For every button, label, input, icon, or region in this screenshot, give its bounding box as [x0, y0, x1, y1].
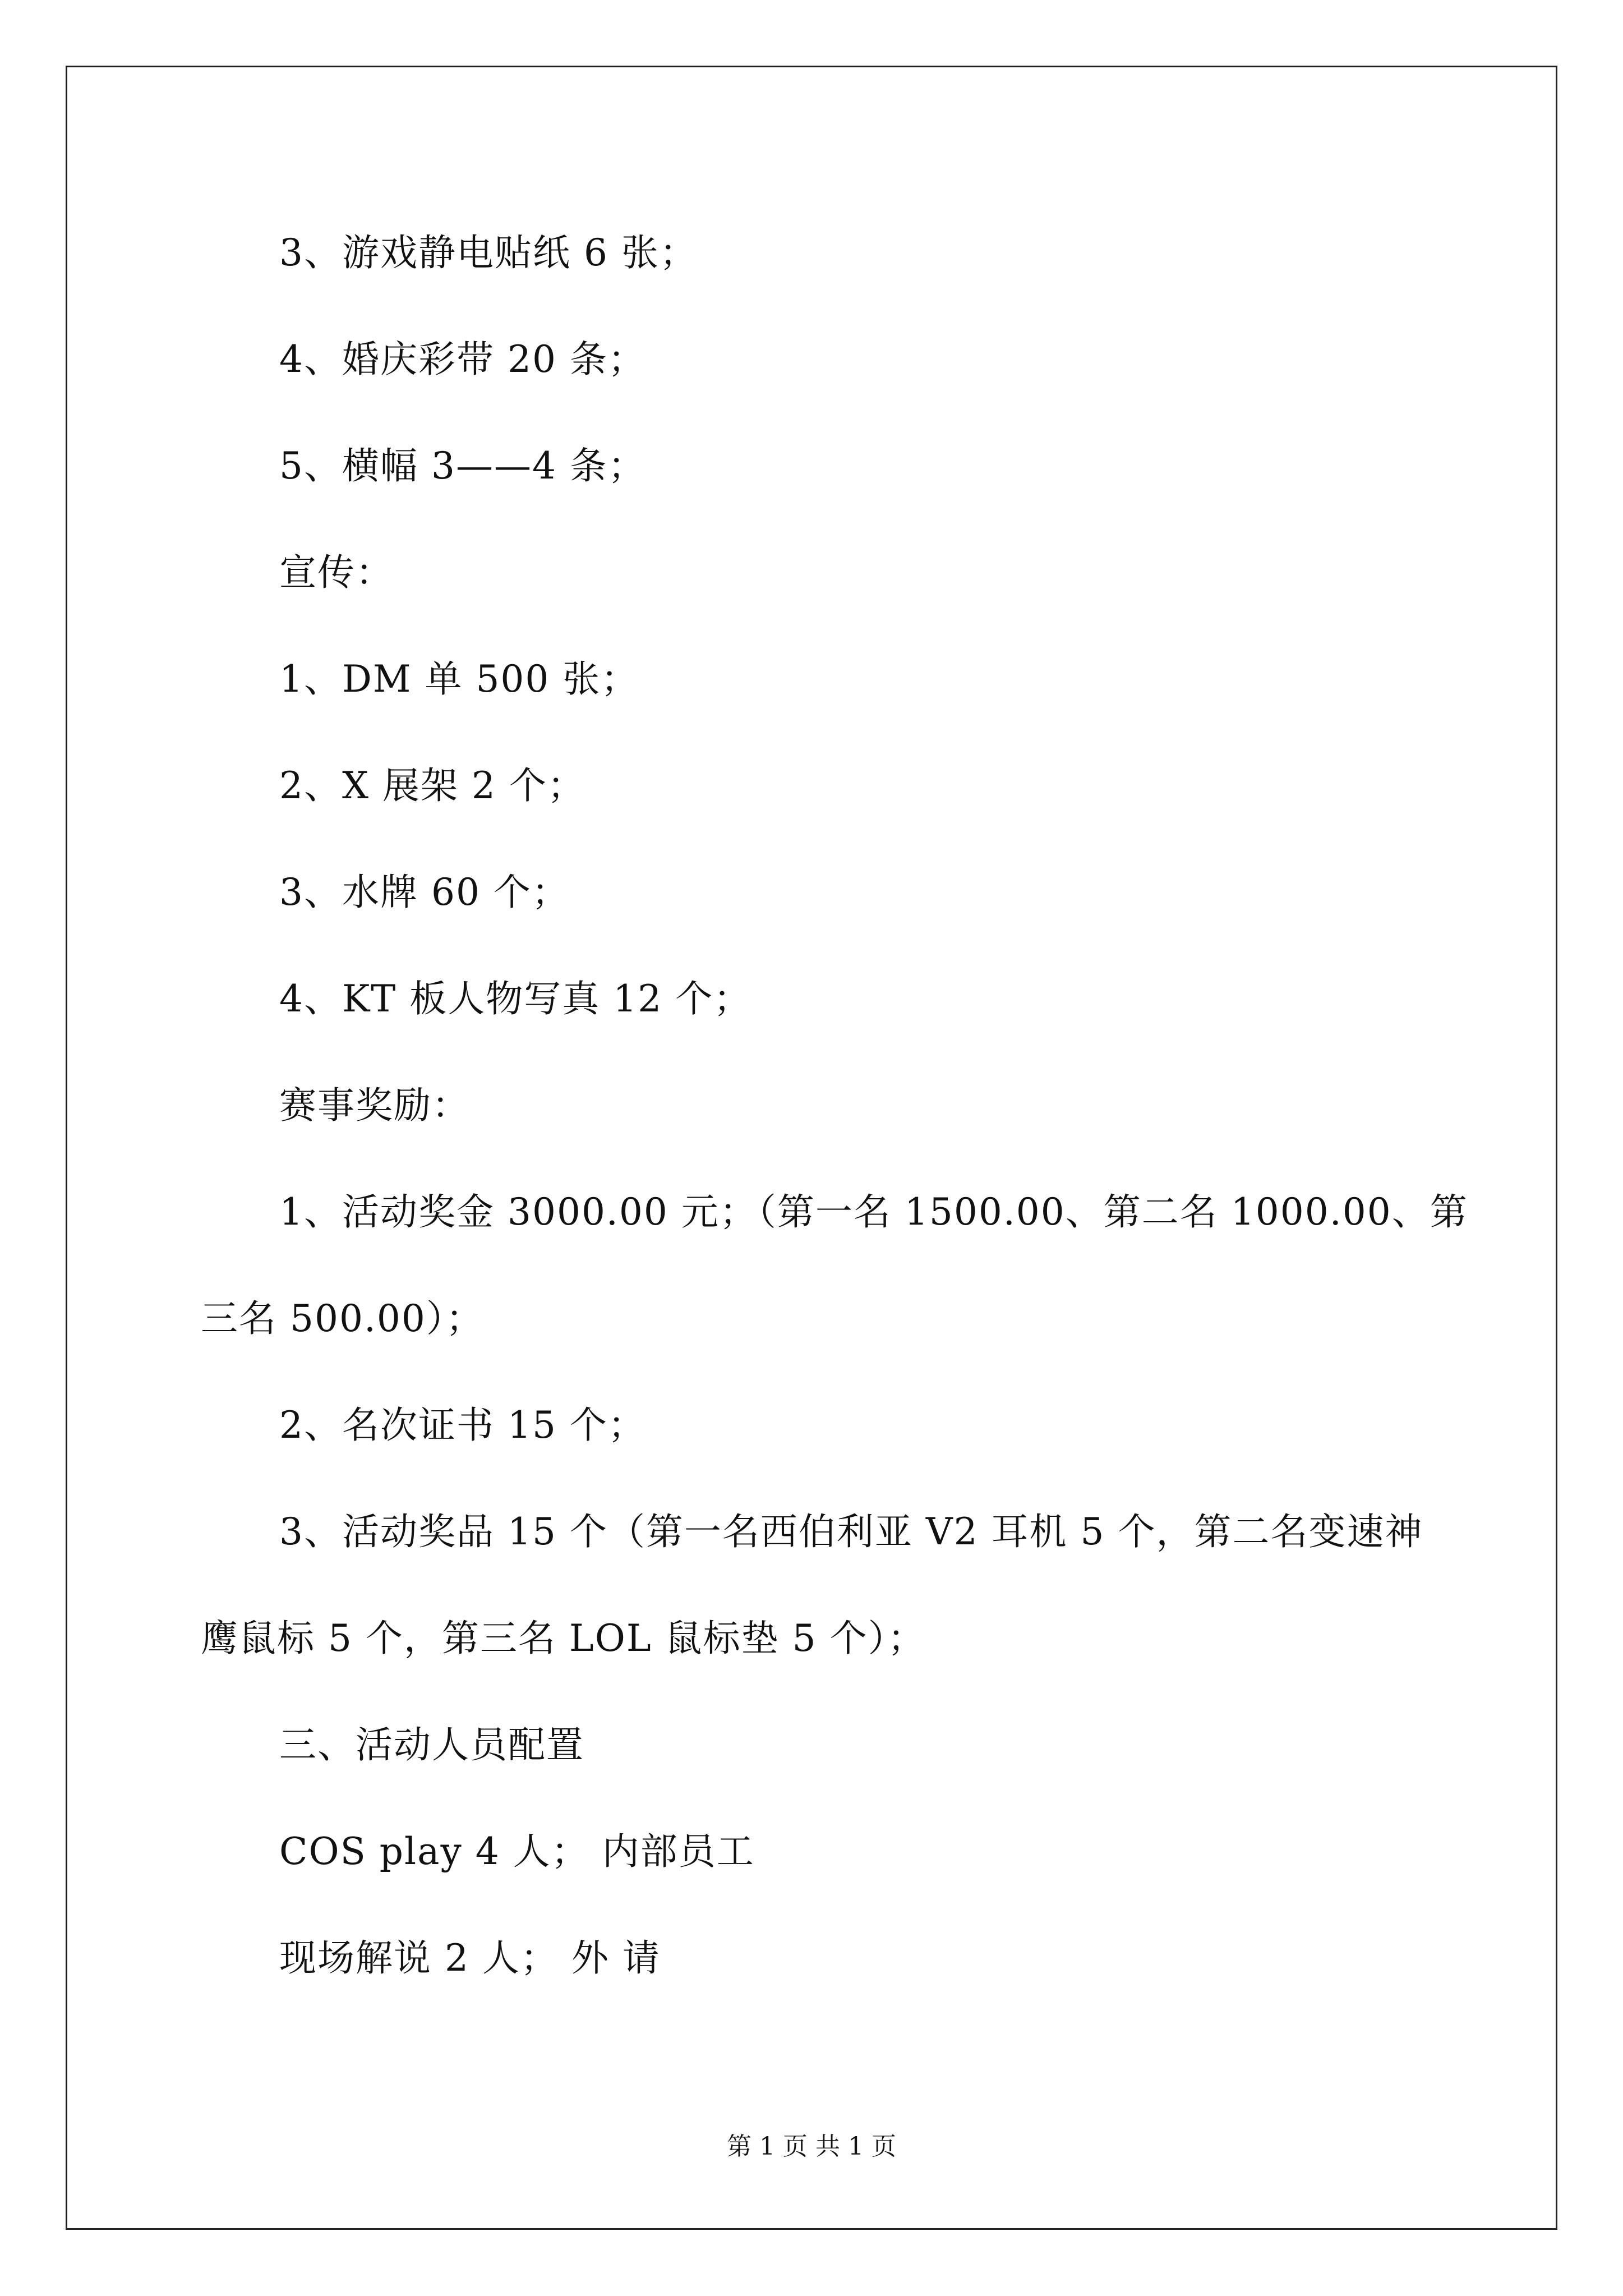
list-item: 现场解说 2 人； 外 请: [279, 1936, 661, 1980]
page-border: [66, 66, 1557, 2230]
section-heading: 赛事奖励：: [279, 1084, 470, 1127]
page-number-footer: 第 1 页 共 1 页: [727, 2132, 896, 2161]
list-item: 5、横幅 3——4 条；: [279, 444, 646, 487]
list-item: 3、游戏静电贴纸 6 张；: [279, 231, 698, 274]
list-item-continuation: 鹰鼠标 5 个，第三名 LOL 鼠标垫 5 个）；: [201, 1617, 926, 1660]
list-item-continuation: 三名 500.00）；: [201, 1297, 484, 1340]
list-item: 2、名次证书 15 个；: [279, 1404, 646, 1447]
list-item: 3、活动奖品 15 个（第一名西伯利亚 V2 耳机 5 个，第二名变速神: [279, 1510, 1423, 1553]
list-item: COS play 4 人； 内部员工: [279, 1830, 755, 1873]
list-item: 1、DM 单 500 张；: [279, 657, 639, 701]
list-item: 4、婚庆彩带 20 条；: [279, 338, 646, 381]
section-heading: 宣传：: [279, 551, 394, 594]
list-item: 2、X 展架 2 个；: [279, 764, 585, 807]
list-item: 1、活动奖金 3000.00 元；（第一名 1500.00、第二名 1000.00、第: [279, 1190, 1468, 1234]
section-heading: 三、活动人员配置: [279, 1723, 584, 1766]
list-item: 4、KT 板人物写真 12 个；: [279, 977, 752, 1020]
list-item: 3、水牌 60 个；: [279, 871, 570, 914]
